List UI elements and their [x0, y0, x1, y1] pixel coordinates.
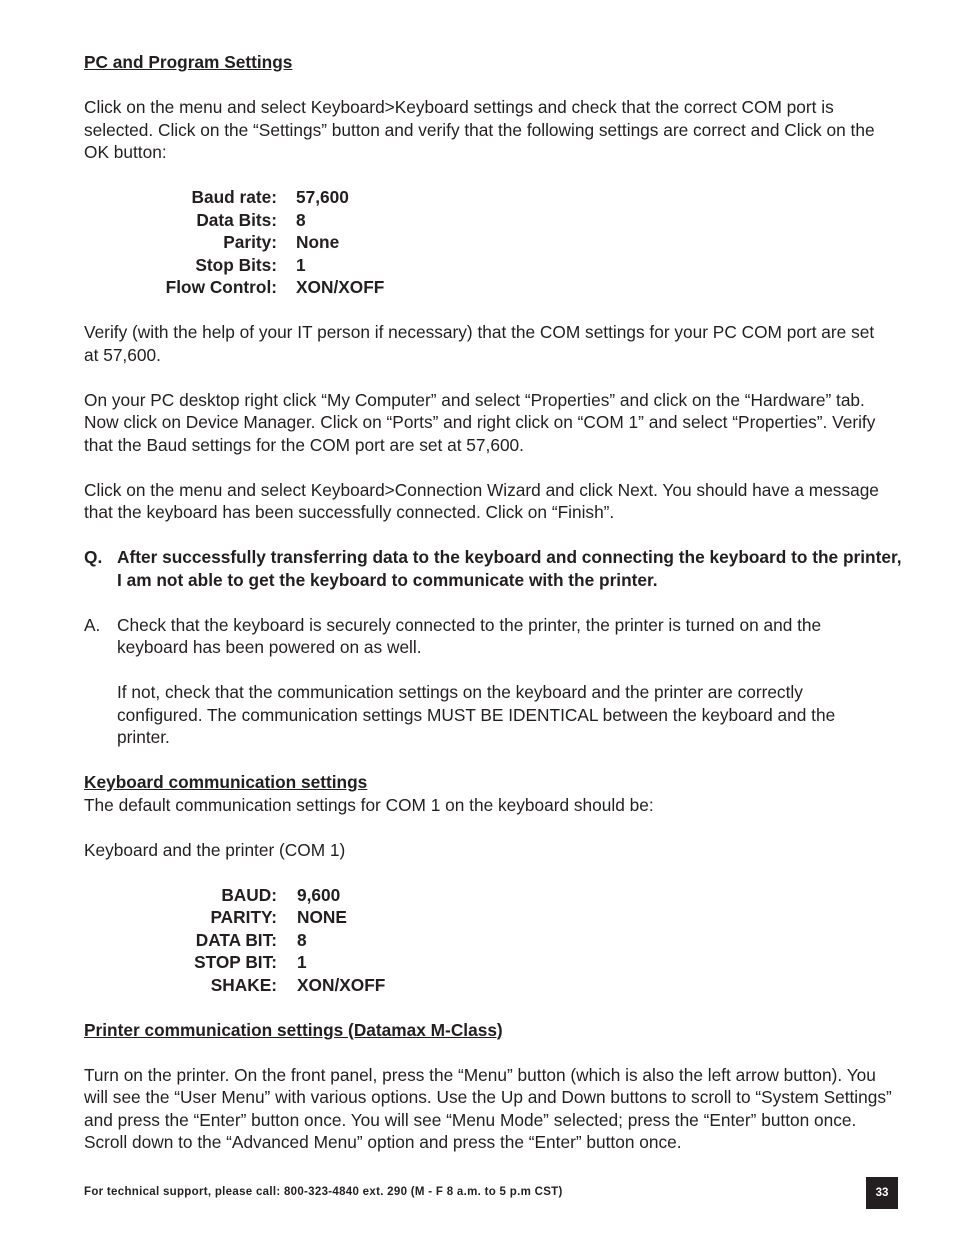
answer-paragraph-2: If not, check that the communication settings on the keyboard and the printer are correctly configured. The communication settings MUST BE IDENTICAL between the keyboard and the printer.	[117, 682, 836, 747]
setting-label: PARITY:	[210, 907, 277, 927]
setting-label: Baud rate:	[191, 187, 277, 207]
setting-row	[185, 951, 385, 974]
setting-value: 1	[296, 254, 306, 275]
setting-value: None	[296, 232, 340, 252]
setting-row	[185, 884, 385, 907]
question-block	[84, 546, 904, 591]
keyboard-settings-intro: The default communication settings for COM 1 on the keyboard should be:	[84, 794, 654, 815]
setting-value: 1	[297, 952, 307, 972]
pc-settings-heading: PC and Program Settings	[84, 52, 293, 72]
setting-row	[156, 254, 384, 277]
setting-label: STOP BIT:	[194, 952, 277, 972]
setting-row	[156, 209, 384, 232]
printer-settings-paragraph: Turn on the printer. On the front panel, press the “Menu” button (which is also the left arrow button). You will see the “User Menu” with various options. Use the Up and Down buttons to scroll to “System Settings” and press the “Enter” button once. You will see “Menu Mode” selected; press the “Enter” button once. Scroll down to the “Advanced Menu” option and press the “Enter” button once.	[84, 1064, 892, 1152]
setting-label: Parity:	[223, 232, 277, 252]
pc-settings-paragraph-2: Verify (with the help of your IT person if necessary) that the COM settings for your PC COM port are set at 57,600.	[84, 322, 875, 365]
document-page	[84, 51, 904, 1154]
setting-label: Flow Control:	[165, 277, 277, 297]
setting-label: Data Bits:	[196, 209, 277, 230]
pc-com-settings-table	[156, 186, 384, 299]
setting-value: 8	[297, 929, 307, 950]
setting-label: BAUD:	[221, 884, 277, 905]
support-footer: For technical support, please call: 800-323-4840 ext. 290 (M - F 8 a.m. to 5 p.m CST)	[84, 1186, 563, 1198]
setting-label: Stop Bits:	[195, 254, 277, 275]
setting-value: 8	[296, 209, 306, 230]
setting-row	[185, 974, 385, 997]
setting-row	[185, 929, 385, 952]
setting-label: DATA BIT:	[195, 929, 277, 950]
setting-value: 9,600	[297, 884, 341, 905]
keyboard-com-settings-table	[185, 884, 385, 997]
setting-value: XON/XOFF	[296, 277, 385, 297]
setting-label: SHAKE:	[210, 974, 277, 995]
setting-value: NONE	[297, 907, 347, 927]
keyboard-settings-heading: Keyboard communication settings	[84, 772, 368, 792]
setting-row	[156, 276, 384, 299]
pc-settings-paragraph-3: On your PC desktop right click “My Computer” and select “Properties” and click on the “Hardware” tab. Now click on Device Manager. Click on “Ports” and right click on “COM 1” and select “Properties”. Verify that the Baud settings for the COM port are set at 57,600.	[84, 389, 876, 455]
answer-paragraph-1: Check that the keyboard is securely connected to the printer, the printer is turned on and the keyboard has been powered on as well.	[117, 614, 822, 657]
answer-block	[84, 614, 904, 749]
setting-row	[185, 906, 385, 929]
question-marker: Q.	[84, 547, 103, 567]
setting-row	[156, 231, 384, 254]
setting-row	[156, 186, 384, 209]
question-text: After successfully transferring data to the keyboard and connecting the keyboard to the printer, I am not able to get the keyboard to communicate with the printer.	[117, 547, 902, 590]
setting-value: XON/XOFF	[297, 974, 386, 995]
answer-marker: A.	[84, 614, 101, 635]
page-number: 33	[866, 1177, 898, 1209]
pc-settings-paragraph-4: Click on the menu and select Keyboard>Connection Wizard and click Next. You should have a message that the keyboard has been successfully connected. Click on “Finish”.	[84, 479, 879, 522]
keyboard-settings-subhead: Keyboard and the printer (COM 1)	[84, 839, 346, 860]
pc-settings-paragraph-1: Click on the menu and select Keyboard>Keyboard settings and check that the correct COM port is selected. Click on the “Settings” button and verify that the following settings are correct and Click on the OK button:	[84, 97, 875, 162]
setting-value: 57,600	[296, 187, 349, 207]
printer-settings-heading: Printer communication settings (Datamax M-Class)	[84, 1019, 503, 1040]
